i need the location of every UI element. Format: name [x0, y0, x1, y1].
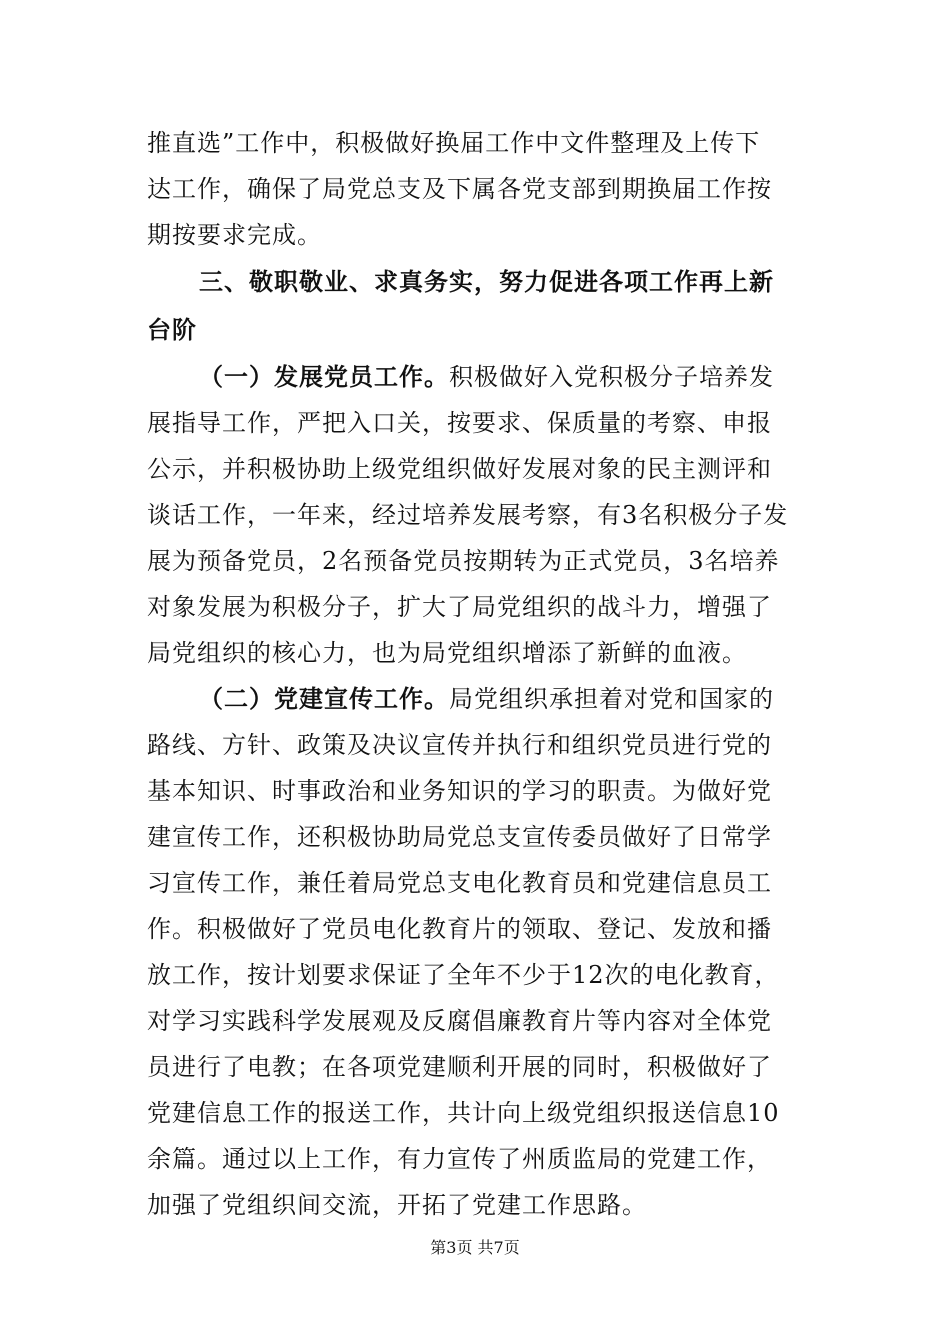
text-line: 建宣传工作，还积极协助局党总支宣传委员做好了日常学: [147, 823, 772, 851]
item-title: （一）发展党员工作。: [199, 363, 449, 391]
section-heading: 三、敬职敬业、求真务实，努力促进各项工作再上新: [199, 268, 774, 296]
text-line: 推直选”工作中，积极做好换届工作中文件整理及上传下: [147, 129, 761, 157]
text-line: 基本知识、时事政治和业务知识的学习的职责。为做好党: [147, 777, 772, 805]
text-line: 谈话工作，一年来，经过培养发展考察，有3名积极分子发: [147, 501, 789, 529]
text-line: 达工作，确保了局党总支及下属各党支部到期换届工作按: [147, 175, 772, 203]
text-line: 作。积极做好了党员电化教育片的领取、登记、发放和播: [147, 915, 772, 943]
item-title: （二）党建宣传工作。: [199, 685, 449, 713]
item-text: 积极做好入党积极分子培养发: [449, 363, 774, 391]
page-number: 第3页 共7页: [430, 1238, 520, 1257]
text-line: 加强了党组织间交流，开拓了党建工作思路。: [147, 1191, 647, 1219]
text-line: 局党组织的核心力，也为局党组织增添了新鲜的血液。: [147, 639, 747, 667]
document-body: [147, 120, 807, 1228]
text-line: 展为预备党员，2名预备党员按期转为正式党员，3名培养: [147, 547, 780, 575]
text-line: 公示，并积极协助上级党组织做好发展对象的民主测评和: [147, 455, 772, 483]
text-line: 对象发展为积极分子，扩大了局党组织的战斗力，增强了: [147, 593, 772, 621]
text-line: 路线、方针、政策及决议宣传并执行和组织党员进行党的: [147, 731, 772, 759]
paragraph-first-line: [147, 676, 807, 722]
item-text: 局党组织承担着对党和国家的: [449, 685, 774, 713]
text-line: 员进行了电教；在各项党建顺利开展的同时，积极做好了: [147, 1053, 772, 1081]
text-line: 放工作，按计划要求保证了全年不少于12次的电化教育，: [147, 961, 780, 989]
page-footer: [0, 1236, 950, 1260]
text-line: 余篇。通过以上工作，有力宣传了州质监局的党建工作，: [147, 1145, 772, 1173]
paragraph-first-line: [147, 354, 807, 400]
text-line: 期按要求完成。: [147, 221, 322, 249]
text-line: 习宣传工作，兼任着局党总支电化教育员和党建信息员工: [147, 869, 772, 897]
text-line: 展指导工作，严把入口关，按要求、保质量的考察、申报: [147, 409, 772, 437]
text-line: 党建信息工作的报送工作，共计向上级党组织报送信息10: [147, 1099, 780, 1127]
text-line: 对学习实践科学发展观及反腐倡廉教育片等内容对全体党: [147, 1007, 772, 1035]
section-heading-continuation: 台阶: [147, 316, 197, 344]
